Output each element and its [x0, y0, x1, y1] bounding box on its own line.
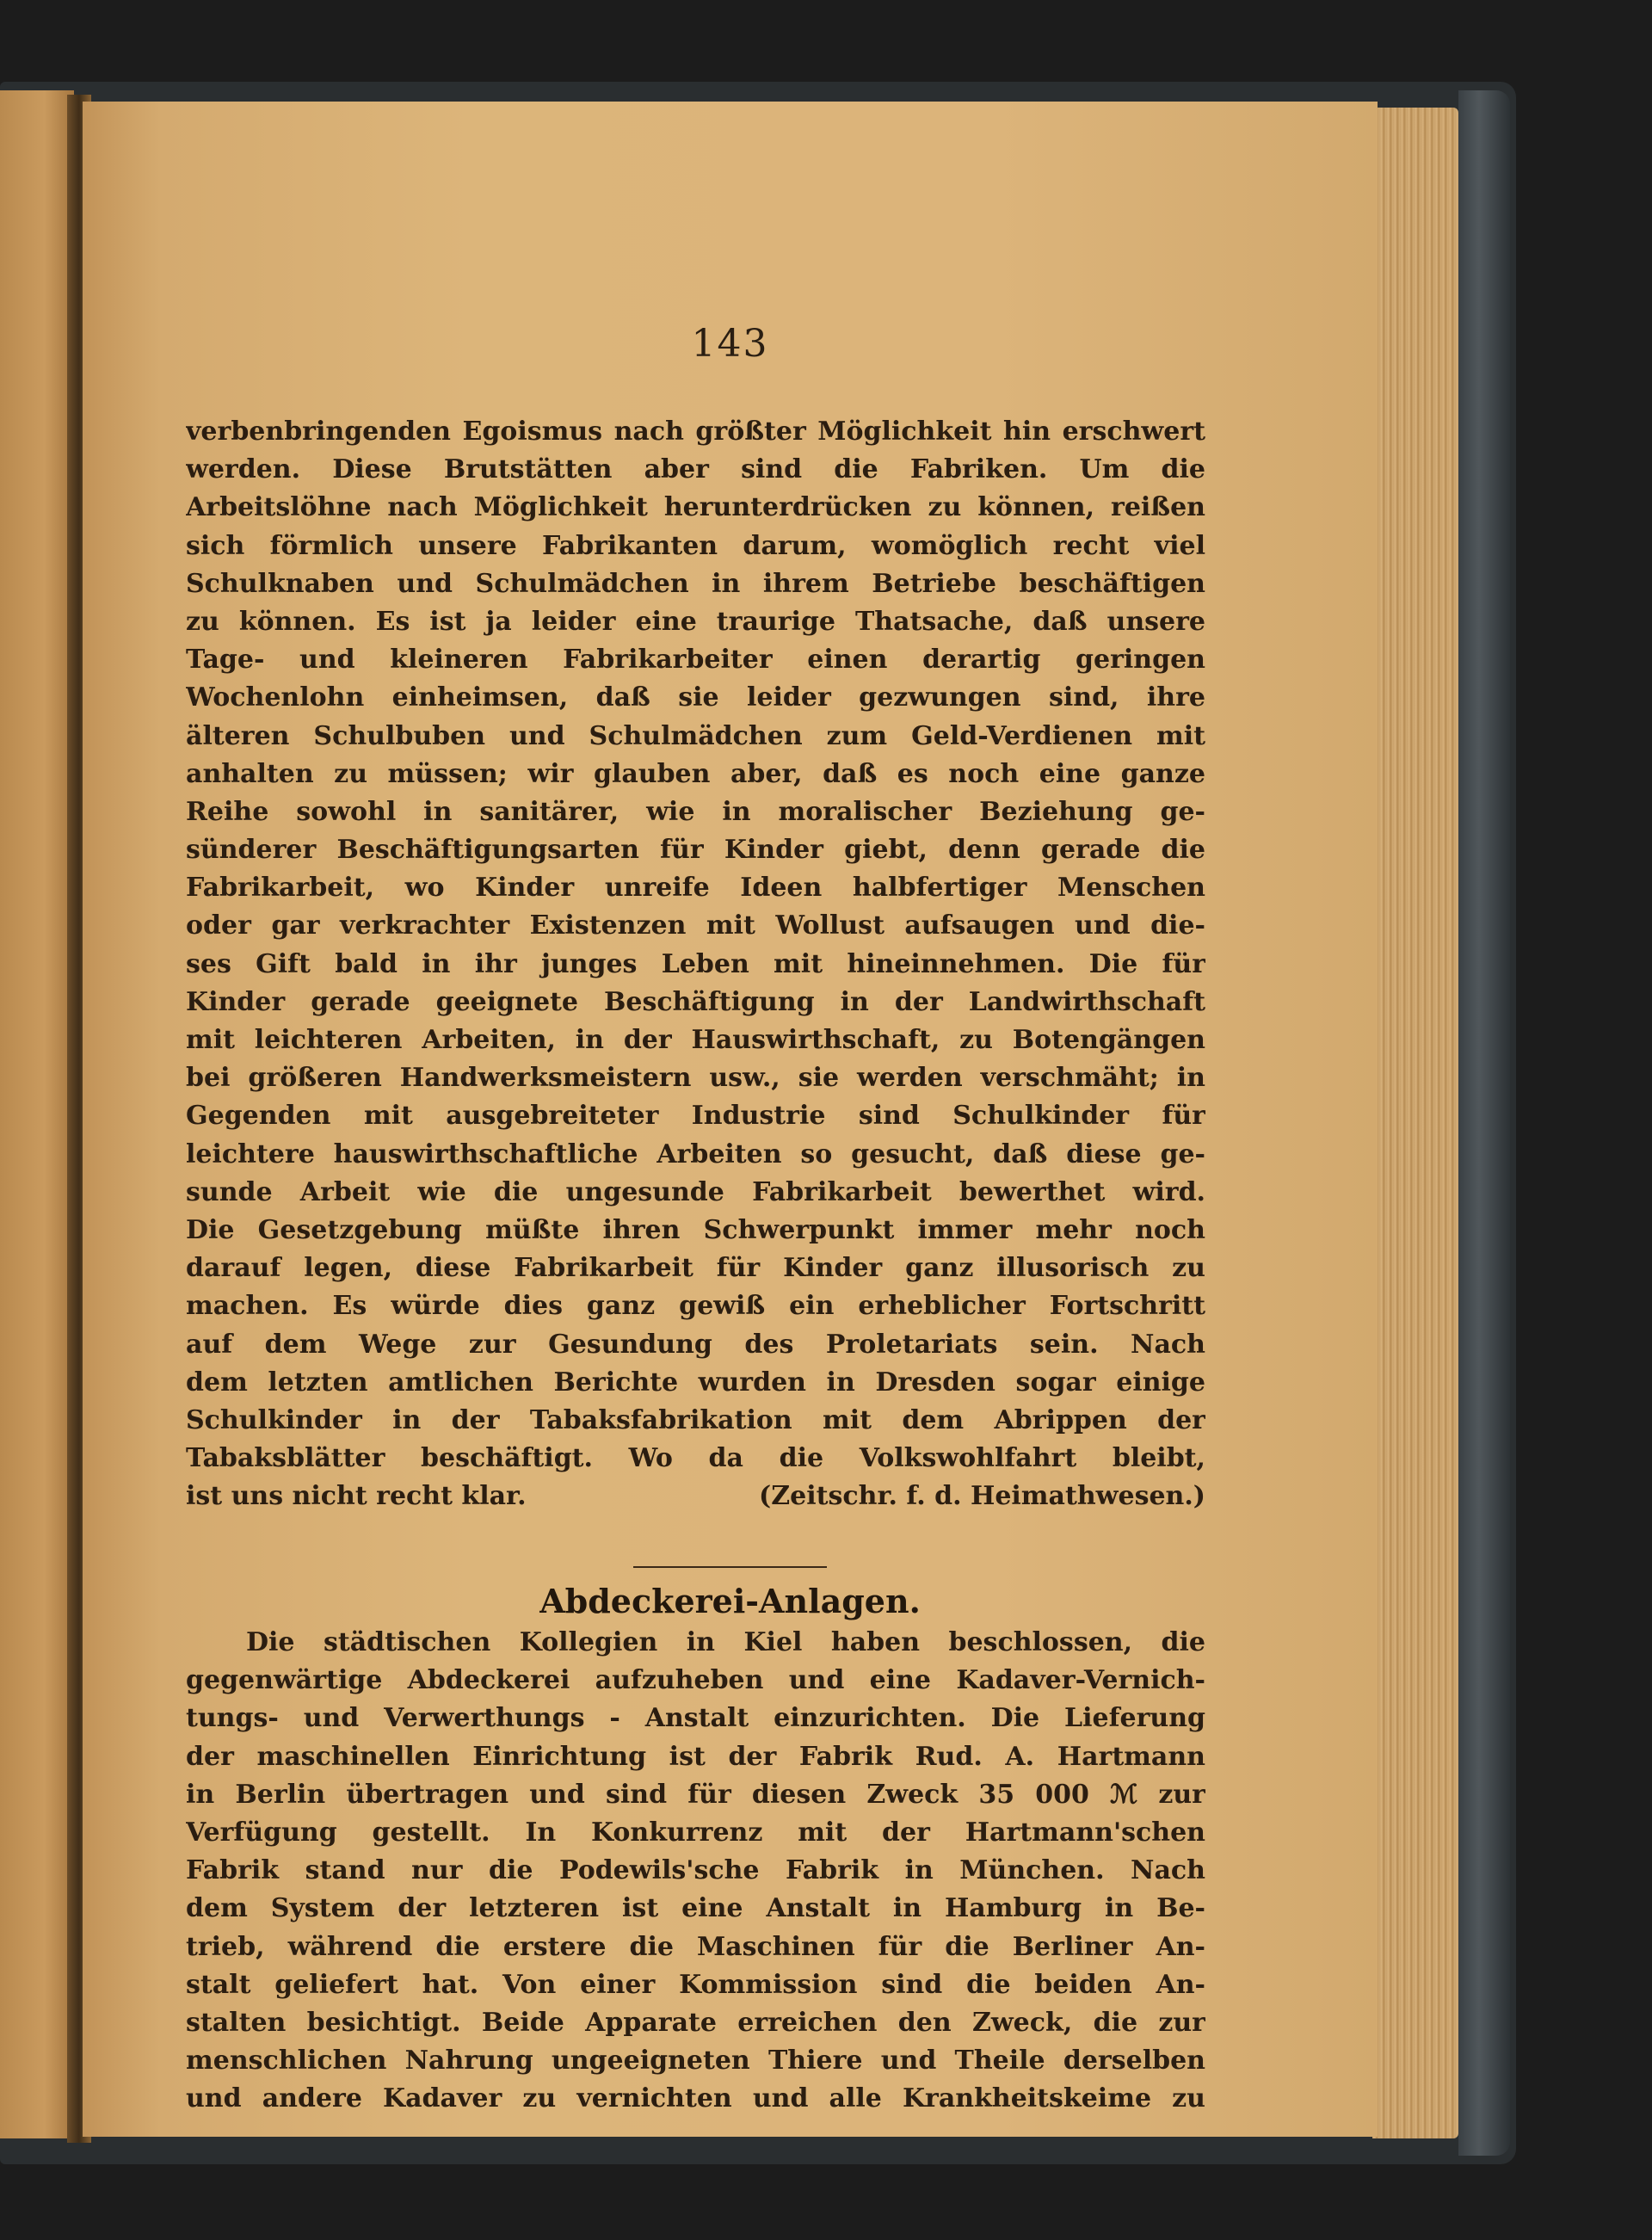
text-line-with-source	[186, 1478, 1205, 1515]
cover-edge	[1458, 90, 1510, 2156]
text-line: trieb, während die erstere die Maschinen für die Berliner An-	[186, 1931, 1205, 1962]
text-line: sunde Arbeit wie die ungesunde Fabrikarbeit bewerthet wird.	[186, 1176, 1205, 1207]
text-line: stalt geliefert hat. Von einer Kommission sind die beiden An-	[186, 1969, 1205, 2000]
text-line: Fabrikarbeit, wo Kinder unreife Ideen halbfertiger Menschen	[186, 873, 1205, 904]
section-divider	[633, 1566, 827, 1568]
text-line: gegenwärtige Abdeckerei aufzuheben und eine Kadaver-Vernich-	[186, 1665, 1205, 1696]
text-line: mit leichteren Arbeiten, in der Hauswirthschaft, zu Botengängen	[186, 1025, 1205, 1055]
text-line: tungs- und Verwerthungs - Anstalt einzurichten. Die Lieferung	[186, 1703, 1205, 1734]
text-line: Schulknaben und Schulmädchen in ihrem Betriebe beschäftigen	[186, 568, 1205, 599]
text-line: Verfügung gestellt. In Konkurrenz mit der Hartmann'schen	[186, 1817, 1205, 1848]
text-line: Tabaksblätter beschäftigt. Wo da die Volkswohlfahrt bleibt,	[186, 1443, 1205, 1474]
text-line: darauf legen, diese Fabrikarbeit für Kinder ganz illusorisch zu	[186, 1253, 1205, 1284]
text-line: oder gar verkrachter Existenzen mit Wollust aufsaugen und die-	[186, 910, 1205, 941]
text-line: dem letzten amtlichen Berichte wurden in Dresden sogar einige	[186, 1367, 1205, 1398]
text-line: auf dem Wege zur Gesundung des Proletariats sein. Nach	[186, 1329, 1205, 1360]
text-line: machen. Es würde dies ganz gewiß ein erheblicher Fortschritt	[186, 1291, 1205, 1322]
text-line-end: ist uns nicht recht klar.	[186, 1481, 527, 1512]
text-line: ses Gift bald in ihr junges Leben mit hineinnehmen. Die für	[186, 948, 1205, 979]
text-line: Tage- und kleineren Fabrikarbeiter einen derartig geringen	[186, 645, 1205, 676]
text-line: sich förmlich unsere Fabrikanten darum, womöglich recht viel	[186, 530, 1205, 561]
text-line: Schulkinder in der Tabaksfabrikation mit dem Abrippen der	[186, 1404, 1205, 1435]
paragraph-factory-labor	[186, 413, 1205, 1515]
text-line: Kinder gerade geeignete Beschäftigung in der Landwirthschaft	[186, 986, 1205, 1017]
text-line: Die Gesetzgebung müßte ihren Schwerpunkt immer mehr noch	[186, 1214, 1205, 1245]
source-citation: (Zeitschr. f. d. Heimathwesen.)	[759, 1481, 1205, 1512]
section-heading: Abdeckerei-Anlagen.	[539, 1582, 921, 1620]
text-line: Die städtischen Kollegien in Kiel haben beschlossen, die	[246, 1627, 1205, 1657]
text-line: der maschinellen Einrichtung ist der Fabrik Rud. A. Hartmann	[186, 1741, 1205, 1772]
text-line: menschlichen Nahrung ungeeigneten Thiere und Theile derselben	[186, 2046, 1205, 2076]
text-line: leichtere hauswirthschaftliche Arbeiten so gesucht, daß diese ge-	[186, 1139, 1205, 1169]
text-line: zu können. Es ist ja leider eine traurige Thatsache, daß unsere	[186, 606, 1205, 637]
text-line: anhalten zu müssen; wir glauben aber, daß es noch eine ganze	[186, 758, 1205, 789]
text-line: Arbeitslöhne nach Möglichkeit herunterdrücken zu können, reißen	[186, 492, 1205, 523]
text-line: Wochenlohn einheimsen, daß sie leider gezwungen sind, ihre	[186, 682, 1205, 713]
text-line: dem System der letzteren ist eine Anstalt in Hamburg in Be-	[186, 1893, 1205, 1924]
text-line: und andere Kadaver zu vernichten und alle Krankheitskeime zu	[186, 2083, 1205, 2114]
text-line: älteren Schulbuben und Schulmädchen zum Geld-Verdienen mit	[186, 720, 1205, 751]
text-line: sünderer Beschäftigungsarten für Kinder giebt, denn gerade die	[186, 835, 1205, 866]
book-page	[83, 102, 1378, 2137]
text-line: verbenbringenden Egoismus nach größter Möglichkeit hin erschwert	[186, 417, 1205, 447]
page-number: 143	[691, 322, 769, 366]
text-line: Gegenden mit ausgebreiteter Industrie sind Schulkinder für	[186, 1101, 1205, 1132]
text-line: in Berlin übertragen und sind für diesen Zweck 35 000 ℳ zur	[186, 1779, 1205, 1810]
text-line: werden. Diese Brutstätten aber sind die Fabriken. Um die	[186, 454, 1205, 485]
text-line: Fabrik stand nur die Podewils'sche Fabrik in München. Nach	[186, 1855, 1205, 1886]
paragraph-rendering-plants	[186, 1624, 1205, 2118]
text-line: stalten besichtigt. Beide Apparate erreichen den Zweck, die zur	[186, 2007, 1205, 2038]
text-line: Reihe sowohl in sanitärer, wie in moralischer Beziehung ge-	[186, 796, 1205, 827]
page-stack-edge	[1372, 108, 1458, 2138]
left-page-edge	[0, 90, 74, 2138]
text-line: bei größeren Handwerksmeistern usw., sie werden verschmäht; in	[186, 1063, 1205, 1094]
